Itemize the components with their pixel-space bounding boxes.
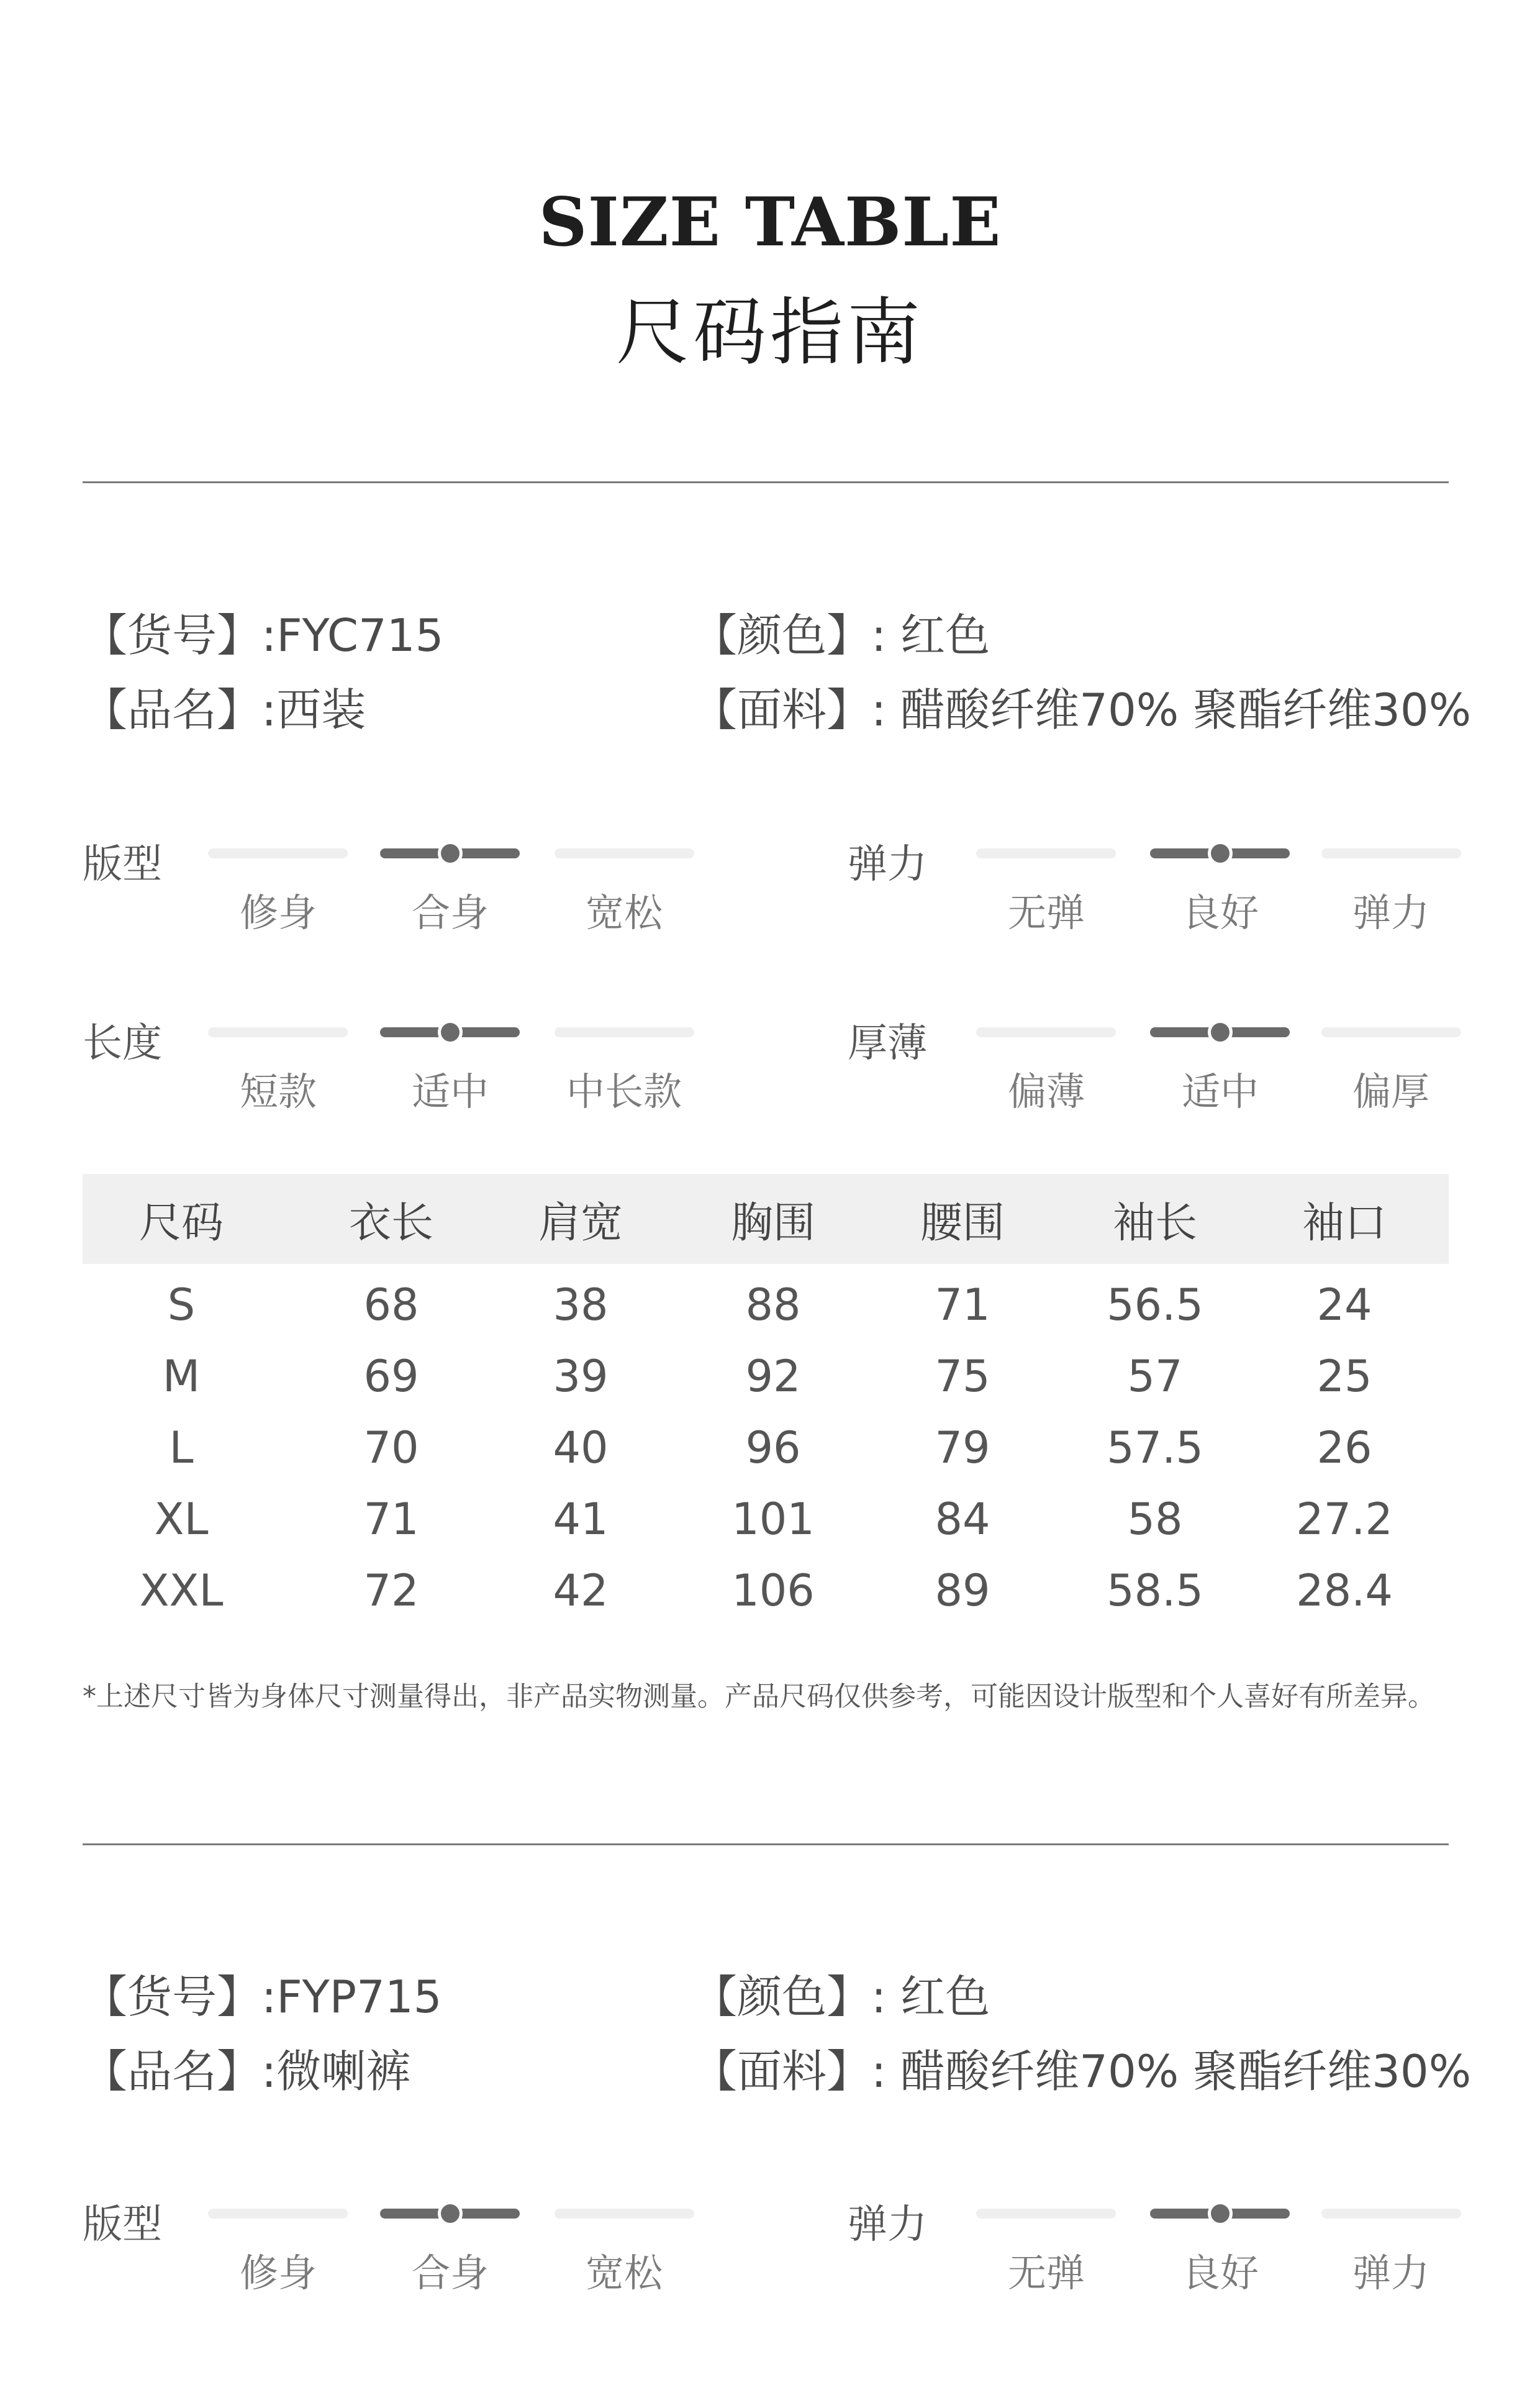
item-number-value: FYC715 (276, 609, 444, 661)
color-value: 红色 (900, 609, 990, 661)
divider (83, 481, 1449, 483)
attr-length-track-2 (380, 1027, 520, 1037)
item-number-value: FYP715 (276, 1971, 442, 2023)
attr-thickness-track-2 (1150, 1027, 1290, 1037)
attr-fit-label-2: 版型 (83, 2202, 162, 2248)
table-cell: 42 (553, 1565, 609, 1616)
attr-fit-option-1: 修身 (239, 2250, 317, 2296)
table-header-cell: 袖长 (1112, 1199, 1197, 1248)
table-cell: 24 (1316, 1279, 1372, 1330)
color-value: 红色 (900, 1971, 990, 2023)
attr-stretch-label: 弹力 (848, 842, 927, 888)
size-table-title-en: SIZE TABLE (538, 183, 1002, 261)
attr-thickness-option-1: 偏薄 (1007, 1069, 1085, 1114)
product-name-value: 微喇裤 (276, 2045, 411, 2097)
attr-length-option-3: 中长款 (566, 1069, 682, 1114)
attr-stretch-label-2: 弹力 (848, 2202, 927, 2248)
color-1 (692, 599, 990, 664)
fabric-label: 【面料】: (692, 2045, 887, 2097)
attr-stretch-track-3 (1321, 2209, 1461, 2219)
table-cell: 40 (553, 1422, 609, 1473)
table-cell: 27.2 (1296, 1494, 1393, 1545)
attr-stretch-option-3: 弹力 (1352, 890, 1429, 935)
table-header-cell: 肩宽 (538, 1199, 623, 1248)
table-header-cell: 胸围 (730, 1199, 815, 1248)
attr-fit-track-1 (208, 848, 348, 858)
table-cell: 84 (935, 1494, 990, 1545)
color-2 (692, 1961, 990, 2025)
table-size-cell: S (167, 1279, 196, 1330)
attr-fit-track-2 (380, 2209, 520, 2219)
table-cell: 26 (1316, 1422, 1372, 1473)
color-label: 【颜色】: (692, 1971, 887, 2023)
attr-stretch-option-1: 无弹 (1007, 890, 1085, 935)
table-cell: 68 (363, 1279, 419, 1330)
table-cell: 38 (553, 1279, 609, 1330)
table-cell: 70 (363, 1422, 419, 1473)
attr-fit-option-1: 修身 (239, 890, 317, 935)
table-size-cell: L (169, 1422, 194, 1473)
attr-stretch-option-1: 无弹 (1007, 2250, 1085, 2296)
product-name-label: 【品名】: (83, 684, 277, 736)
table-cell: 106 (732, 1565, 815, 1616)
table-header-cell: 尺码 (138, 1199, 224, 1248)
attr-length-option-2: 适中 (411, 1069, 489, 1114)
attr-thickness-label: 厚薄 (848, 1020, 927, 1066)
table-size-cell: XL (154, 1494, 209, 1545)
attr-fit-track-3 (555, 2209, 694, 2219)
table-cell: 88 (745, 1279, 801, 1330)
selected-knob-icon (1202, 2196, 1238, 2232)
selected-knob-icon (1202, 836, 1238, 871)
selected-knob-icon (432, 2196, 468, 2232)
attr-fit-option-2: 合身 (411, 2250, 489, 2296)
color-label: 【颜色】: (692, 609, 887, 661)
selected-knob-icon (432, 1015, 468, 1050)
attr-stretch-track-2 (1150, 2209, 1290, 2219)
table-cell: 58.5 (1107, 1565, 1203, 1616)
table-header-cell: 腰围 (920, 1199, 1005, 1248)
product-name-value: 西装 (276, 684, 366, 736)
attr-fit-option-3: 宽松 (585, 2250, 663, 2296)
fabric-2 (692, 2035, 1471, 2100)
table-cell: 25 (1316, 1351, 1372, 1402)
table-cell: 41 (553, 1494, 609, 1545)
table-size-cell: XXL (139, 1565, 224, 1616)
table-cell: 96 (745, 1422, 801, 1473)
attr-stretch-track-1 (976, 848, 1116, 858)
attr-stretch-track-2 (1150, 848, 1290, 858)
product-name-2 (83, 2035, 410, 2100)
attr-stretch-option-2: 良好 (1181, 2250, 1259, 2296)
attr-thickness-track-1 (976, 1027, 1116, 1037)
table-cell: 79 (935, 1422, 990, 1473)
table-cell: 57.5 (1107, 1422, 1203, 1473)
table-cell: 75 (935, 1351, 990, 1402)
table-cell: 71 (935, 1279, 990, 1330)
product-name-label: 【品名】: (83, 2045, 277, 2097)
table-header-cell: 衣长 (348, 1199, 433, 1248)
attr-length-option-1: 短款 (239, 1069, 317, 1114)
fabric-value: 醋酸纤维70% 聚酯纤维30% (900, 684, 1472, 736)
item-number-1 (83, 599, 443, 664)
attr-stretch-option-2: 良好 (1181, 890, 1259, 935)
attr-fit-label: 版型 (83, 842, 162, 888)
table-cell: 57 (1127, 1351, 1183, 1402)
attr-length-label: 长度 (83, 1020, 162, 1066)
attr-fit-track-1 (208, 2209, 348, 2219)
attr-stretch-track-1 (976, 2209, 1116, 2219)
item-number-2 (83, 1961, 442, 2025)
table-cell: 92 (745, 1351, 801, 1402)
attr-thickness-track-3 (1321, 1027, 1461, 1037)
table-cell: 72 (363, 1565, 419, 1616)
attr-fit-track-3 (555, 848, 694, 858)
product-name-1 (83, 674, 366, 738)
fabric-label: 【面料】: (692, 684, 887, 736)
attr-stretch-track-3 (1321, 848, 1461, 858)
table-cell: 28.4 (1296, 1565, 1393, 1616)
table-cell: 56.5 (1107, 1279, 1203, 1330)
item-number-label: 【货号】: (83, 609, 277, 661)
attr-stretch-option-3: 弹力 (1352, 2250, 1429, 2296)
table-cell: 58 (1127, 1494, 1183, 1545)
table-cell: 69 (363, 1351, 419, 1402)
attr-thickness-option-2: 适中 (1181, 1069, 1259, 1114)
item-number-label: 【货号】: (83, 1971, 277, 2023)
attr-fit-option-2: 合身 (411, 890, 489, 935)
attr-fit-option-3: 宽松 (585, 890, 663, 935)
size-note: *上述尺寸皆为身体尺寸测量得出，非产品实物测量。产品尺码仅供参考，可能因设计版型和个人喜好有所差异。 (83, 1681, 1435, 1712)
fabric-value: 醋酸纤维70% 聚酯纤维30% (900, 2045, 1472, 2097)
divider (83, 1843, 1449, 1845)
attr-thickness-option-3: 偏厚 (1352, 1069, 1429, 1114)
table-cell: 101 (732, 1494, 815, 1545)
table-cell: 39 (553, 1351, 609, 1402)
table-size-cell: M (162, 1351, 201, 1402)
attr-length-track-3 (555, 1027, 694, 1037)
selected-knob-icon (432, 836, 468, 871)
table-header-cell: 袖口 (1302, 1199, 1387, 1248)
fabric-1 (692, 674, 1471, 738)
selected-knob-icon (1202, 1015, 1238, 1050)
attr-length-track-1 (208, 1027, 348, 1037)
size-guide-title-cn: 尺码指南 (615, 289, 924, 375)
attr-fit-track-2 (380, 848, 520, 858)
table-cell: 89 (935, 1565, 990, 1616)
table-cell: 71 (363, 1494, 419, 1545)
